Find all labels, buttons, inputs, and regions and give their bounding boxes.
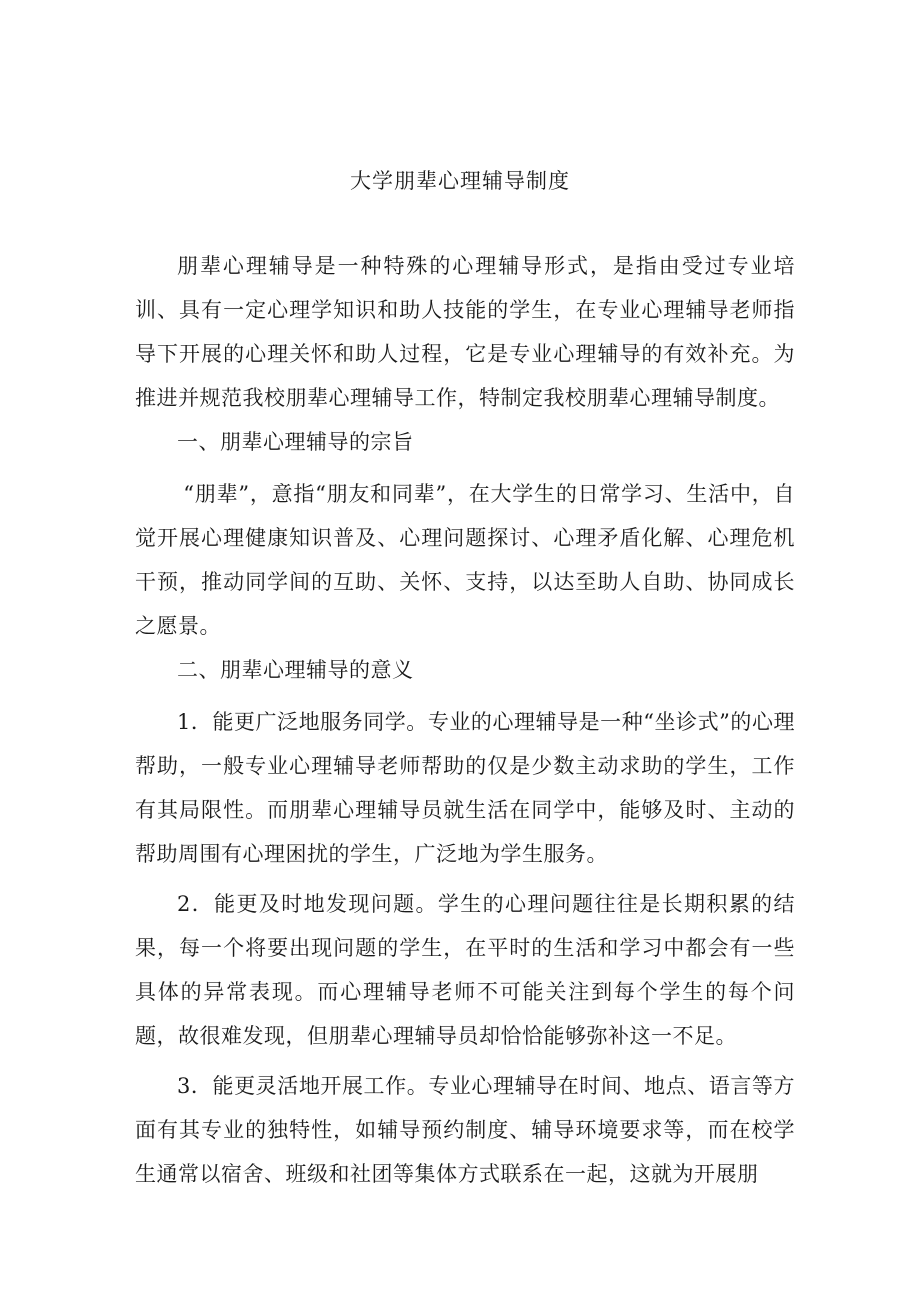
paragraph-point-2: 2．能更及时地发现问题。学生的心理问题往往是长期积累的结果，每一个将要出现问题的学生，在平时的生活和学习中都会有一些具体的异常表现。而心理辅导老师不可能关注到每个学生的每个问题，故很难发现，但朋辈心理辅导员却恰恰能够弥补这一不足。	[135, 892, 795, 1048]
section-heading-purpose: 一、朋辈心理辅导的宗旨	[177, 430, 414, 454]
document-title: 大学朋辈心理辅导制度	[350, 169, 570, 193]
paragraph-intro: 朋辈心理辅导是一种特殊的心理辅导形式，是指由受过专业培训、具有一定心理学知识和助人技能的学生，在专业心理辅导老师指导下开展的心理关怀和助人过程，它是专业心理辅导的有效补充。为推进并规范我校朋辈心理辅导工作，特制定我校朋辈心理辅导制度。	[135, 254, 795, 410]
paragraph-purpose: “朋辈”，意指“朋友和同辈”，在大学生的日常学习、生活中，自觉开展心理健康知识普及、心理问题探讨、心理矛盾化解、心理危机干预，推动同学间的互助、关怀、支持，以达至助人自助、协同成长之愿景。	[135, 482, 795, 638]
document-body	[135, 244, 795, 1196]
paragraph-point-1: 1．能更广泛地服务同学。专业的心理辅导是一种“坐诊式”的心理帮助，一般专业心理辅导老师帮助的仅是少数主动求助的学生，工作有其局限性。而朋辈心理辅导员就生活在同学中，能够及时、主动的帮助周围有心理困扰的学生，广泛地为学生服务。	[135, 710, 795, 866]
section-heading-significance: 二、朋辈心理辅导的意义	[177, 658, 414, 682]
paragraph-point-3: 3．能更灵活地开展工作。专业心理辅导在时间、地点、语言等方面有其专业的独特性，如辅导预约制度、辅导环境要求等，而在校学生通常以宿舍、班级和社团等集体方式联系在一起，这就为开展朋	[135, 1074, 795, 1186]
